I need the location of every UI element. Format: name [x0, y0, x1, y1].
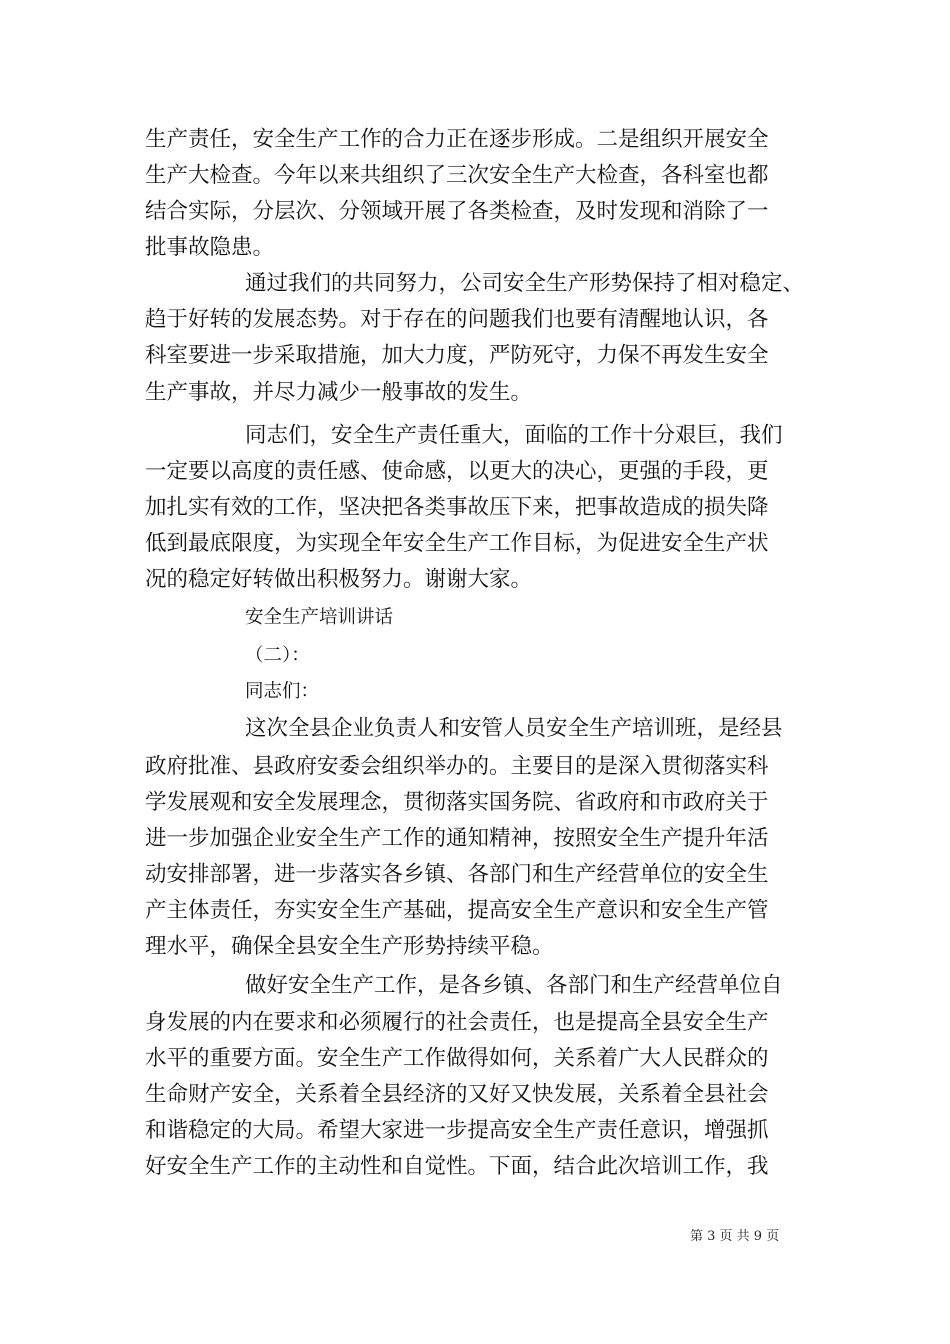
text-line: 加扎实有效的工作，坚决把各类事故压下来，把事故造成的损失降 — [145, 495, 769, 520]
paragraph-start: 同志们，安全生产责任重大，面临的工作十分艰巨，我们 — [245, 423, 783, 448]
text-line: 水平的重要方面。安全生产工作做得如何，关系着广大人民群众的 — [145, 1046, 769, 1071]
text-line: 产主体责任，夯实安全生产基础，提高安全生产意识和安全生产管 — [145, 898, 769, 923]
text-line: 理水平，确保全县安全生产形势持续平稳。 — [145, 934, 554, 959]
section-number: （二）： — [245, 645, 310, 666]
text-line: 况的稳定好转做出积极努力。谢谢大家。 — [145, 567, 533, 592]
text-line: 批事故隐患。 — [145, 235, 275, 260]
text-line: 生命财产安全，关系着全县经济的又好又快发展，关系着全县社会 — [145, 1082, 769, 1107]
text-line: 生产大检查。今年以来共组织了三次安全生产大检查，各科室也都 — [145, 163, 769, 188]
text-line: 政府批准、县政府安委会组织举办的。主要目的是深入贯彻落实科 — [145, 754, 769, 779]
text-line: 趋于好转的发展态势。对于存在的问题我们也要有清醒地认识，各 — [145, 307, 769, 332]
text-line: 动安排部署，进一步落实各乡镇、各部门和生产经营单位的安全生 — [145, 862, 769, 887]
salutation: 同志们： — [245, 681, 320, 702]
text-line: 好安全生产工作的主动性和自觉性。下面，结合此次培训工作，我 — [145, 1154, 769, 1179]
paragraph-start: 做好安全生产工作，是各乡镇、各部门和生产经营单位自 — [245, 973, 783, 998]
text-line: 和谐稳定的大局。希望大家进一步提高安全生产责任意识，增强抓 — [145, 1118, 769, 1143]
text-line: 低到最底限度，为实现全年安全生产工作目标，为促进安全生产状 — [145, 531, 769, 556]
page-number-footer: 第 3 页 共 9 页 — [690, 1229, 780, 1244]
section-title: 安全生产培训讲话 — [245, 607, 394, 628]
text-line: 身发展的内在要求和必须履行的社会责任，也是提高全县安全生产 — [145, 1010, 769, 1035]
text-line: 结合实际，分层次、分领域开展了各类检查，及时发现和消除了一 — [145, 199, 769, 224]
text-line: 进一步加强企业安全生产工作的通知精神，按照安全生产提升年活 — [145, 826, 769, 851]
text-line: 一定要以高度的责任感、使命感，以更大的决心，更强的手段，更 — [145, 459, 769, 484]
text-line: 生产责任，安全生产工作的合力正在逐步形成。二是组织开展安全 — [145, 127, 769, 152]
text-line: 生产事故，并尽力减少一般事故的发生。 — [145, 380, 533, 405]
paragraph-start: 这次全县企业负责人和安管人员安全生产培训班，是经县 — [245, 716, 783, 741]
text-line: 科室要进一步采取措施，加大力度，严防死守，力保不再发生安全 — [145, 343, 769, 368]
text-line: 学发展观和安全发展理念，贯彻落实国务院、省政府和市政府关于 — [145, 790, 769, 815]
paragraph-start: 通过我们的共同努力，公司安全生产形势保持了相对稳定、 — [245, 271, 805, 296]
